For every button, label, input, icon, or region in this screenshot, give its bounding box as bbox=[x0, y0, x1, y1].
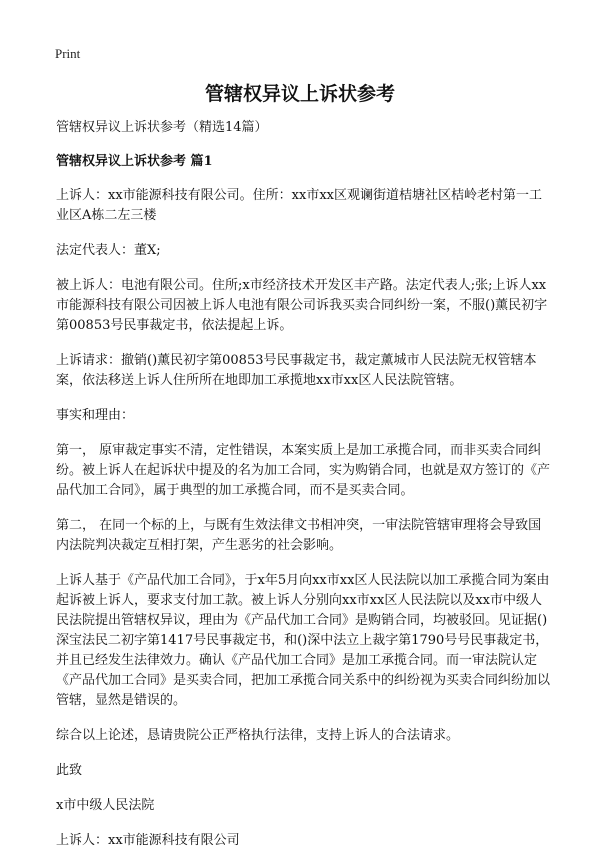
document-subtitle: 管辖权异议上诉状参考（精选14篇） bbox=[56, 120, 268, 135]
paragraph-court: x市中级人民法院 bbox=[56, 798, 155, 813]
paragraph-facts-heading: 事实和理由： bbox=[56, 408, 135, 423]
paragraph-details: 上诉人基于《产品代加工合同》，于x年5月向xx市xx区人民法院以加工承揽合同为案由起诉被上诉人，要求支付加工款。被上诉人分别向xx市xx区人民法院以及xx市中级人民法院提出管辖权异议，理由为《产品代加工合同》是购销合同，均被驳回。见证据()深宝法民二初字第1417号民事裁定书，和()深中法立上裁字第1790号号民事裁定书，并且已经发生法律效力。确认《产品代加工合同》是加工承揽合同。而一审法院认定《产品代加工合同》是买卖合同，把加工承揽合同关系中的纠纷视为买卖合同纠纷加以管辖，显然是错误的。 bbox=[56, 573, 551, 708]
paragraph-appellant: 上诉人：xx市能源科技有限公司。住所：xx市xx区观谰街道桔塘社区桔岭老村第一工业区A栋二左三楼 bbox=[56, 188, 542, 223]
paragraph-point-one: 第一， 原审裁定事实不清，定性错误，本案实质上是加工承揽合同，而非买卖合同纠纷。被上诉人在起诉状中提及的名为加工合同，实为购销合同，也就是双方签订的《产品代加工合同》，属于典型的加工承揽合同，而不是买卖合同。 bbox=[56, 443, 551, 498]
document-body bbox=[56, 118, 552, 866]
paragraph-signature: 上诉人：xx市能源科技有限公司 bbox=[56, 833, 240, 848]
paragraph-conclusion: 综合以上论述，恳请贵院公正严格执行法律，支持上诉人的合法请求。 bbox=[56, 728, 460, 743]
paragraph-appeal-request: 上诉请求：撤销()薰民初字第00853号民事裁定书，裁定薰城市人民法院无权管辖本案，依法移送上诉人住所所在地即加工承揽地xx市xx区人民法院管辖。 bbox=[56, 353, 537, 388]
paragraph-salutation: 此致 bbox=[56, 763, 83, 778]
paragraph-legal-representative: 法定代表人：董X; bbox=[56, 243, 161, 258]
paragraph-appellee: 被上诉人：电池有限公司。住所;x市经济技术开发区丰产路。法定代表人;张;上诉人xx市能源科技有限公司因被上诉人电池有限公司诉我买卖合同纠纷一案，不服()薰民初字第00853号民事裁定书，依法提起上诉。 bbox=[56, 278, 548, 333]
paragraph-point-two: 第二， 在同一个标的上，与既有生效法律文书相冲突，一审法院管辖审理将会导致国内法院判决裁定互相打架，产生恶劣的社会影响。 bbox=[56, 518, 542, 553]
section-heading: 管辖权异议上诉状参考 篇1 bbox=[56, 154, 213, 169]
print-link[interactable]: Print bbox=[55, 46, 81, 61]
document-title: 管辖权异议上诉状参考 bbox=[204, 83, 395, 105]
